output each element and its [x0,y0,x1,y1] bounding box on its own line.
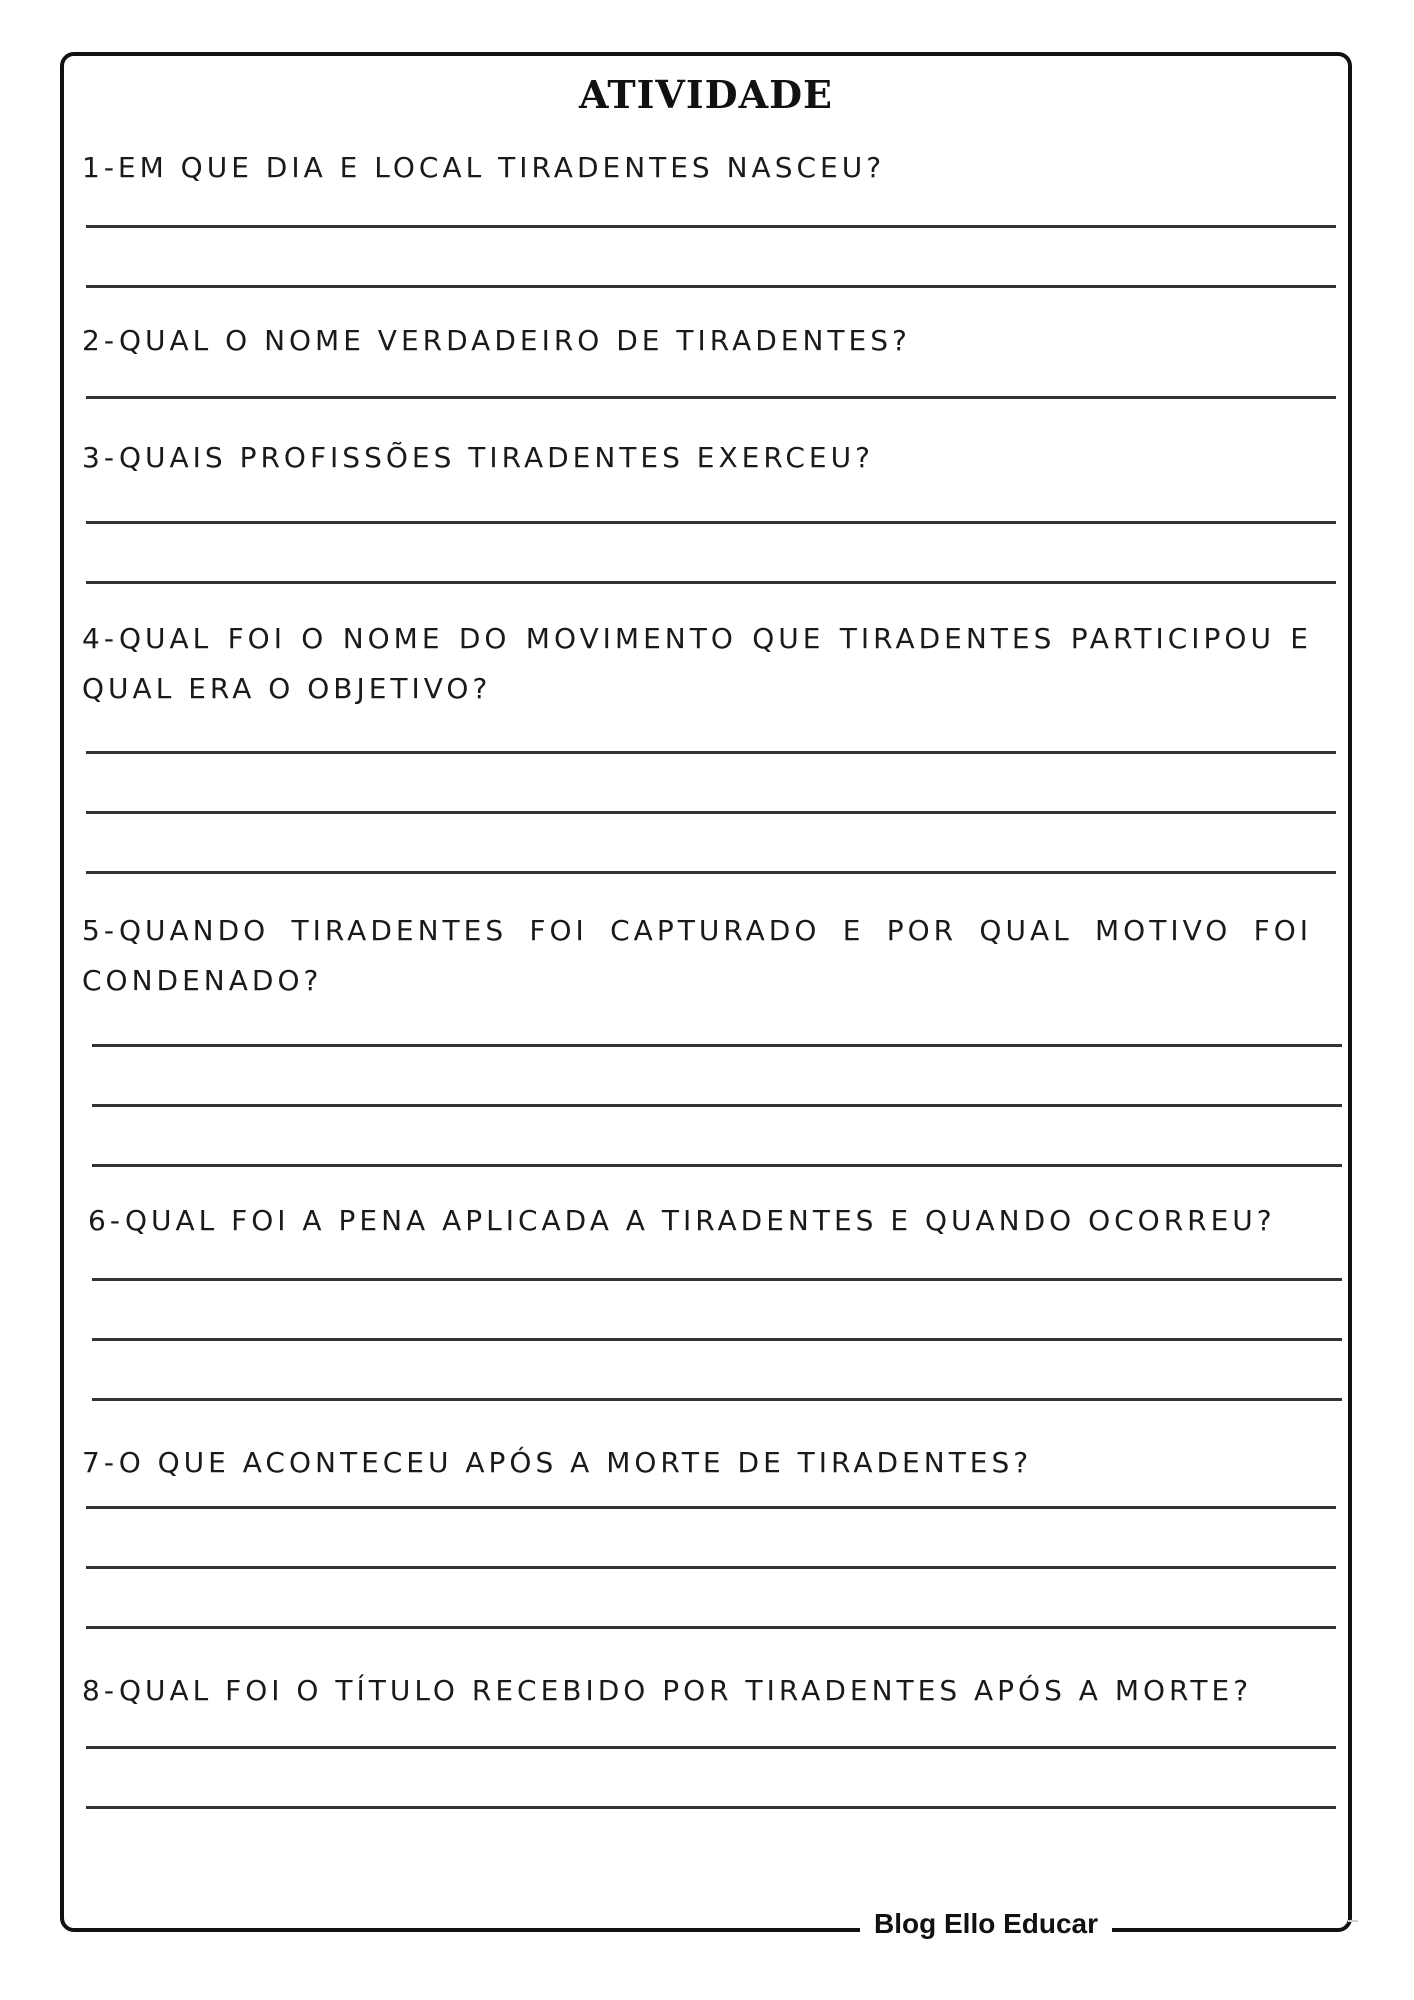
answer-line-1-1[interactable] [86,225,1336,228]
answer-line-4-1[interactable] [86,751,1336,754]
answer-line-3-1[interactable] [86,521,1336,524]
answer-line-5-2[interactable] [92,1104,1342,1107]
answer-line-3-2[interactable] [86,581,1336,584]
answer-line-6-3[interactable] [92,1398,1342,1401]
stray-mark [1348,1920,1358,1922]
answer-line-7-1[interactable] [86,1506,1336,1509]
answer-line-7-3[interactable] [86,1626,1336,1629]
answer-line-4-3[interactable] [86,871,1336,874]
answer-line-6-1[interactable] [92,1278,1342,1281]
answer-line-8-2[interactable] [86,1806,1336,1809]
footer-credit: Blog Ello Educar [860,1904,1112,1944]
question-6: 6-QUAL FOI A PENA APLICADA A TIRADENTES E QUANDO OCORREU? [88,1204,1276,1237]
answer-line-5-1[interactable] [92,1044,1342,1047]
page-title: ATIVIDADE [578,72,834,117]
answer-line-7-2[interactable] [86,1566,1336,1569]
question-4: 4-QUAL FOI O NOME DO MOVIMENTO QUE TIRADENTES PARTICIPOU E QUAL ERA O OBJETIVO? [82,622,1312,705]
question-7: 7-O QUE ACONTECEU APÓS A MORTE DE TIRADENTES? [82,1446,1033,1479]
question-3: 3-QUAIS PROFISSÕES TIRADENTES EXERCEU? [82,441,874,474]
question-8: 8-QUAL FOI O TÍTULO RECEBIDO POR TIRADENTES APÓS A MORTE? [82,1674,1253,1707]
answer-line-5-3[interactable] [92,1164,1342,1167]
answer-line-2-1[interactable] [86,396,1336,399]
answer-line-4-2[interactable] [86,811,1336,814]
answer-line-8-1[interactable] [86,1746,1336,1749]
answer-line-6-2[interactable] [92,1338,1342,1341]
worksheet-frame [60,52,1352,1932]
question-2: 2-QUAL O NOME VERDADEIRO DE TIRADENTES? [82,324,911,357]
question-5: 5-QUANDO TIRADENTES FOI CAPTURADO E POR QUAL MOTIVO FOI CONDENADO? [82,914,1312,997]
question-1: 1-EM QUE DIA E LOCAL TIRADENTES NASCEU? [82,151,886,184]
answer-line-1-2[interactable] [86,285,1336,288]
